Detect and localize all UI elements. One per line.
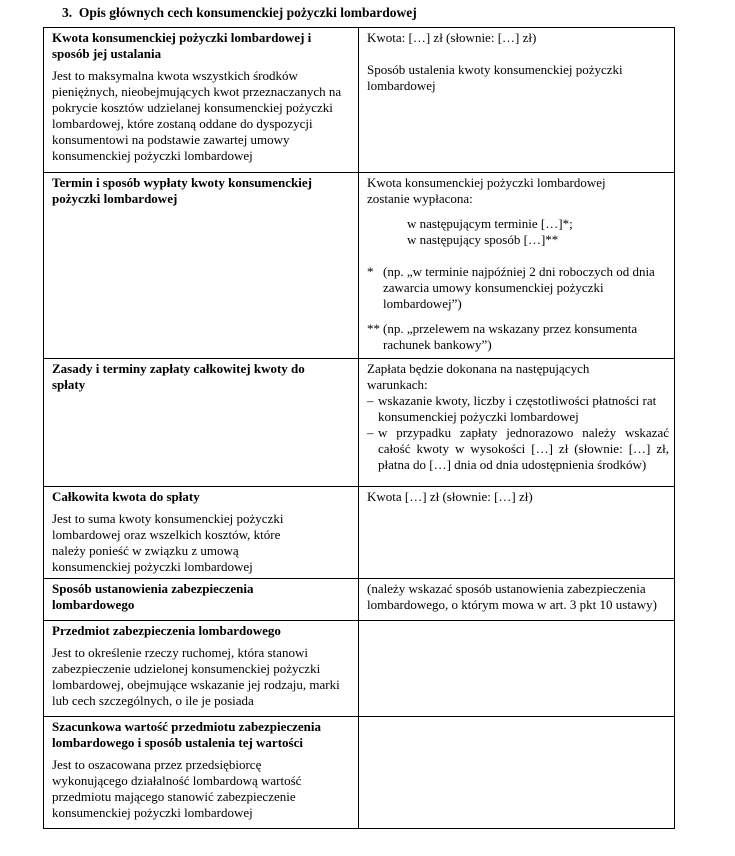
row-value-cell <box>359 28 675 173</box>
table-row <box>44 173 675 359</box>
table-row <box>44 717 675 829</box>
row-heading: Kwota konsumenckiej pożyczki lombardowej i sposób jej ustalania <box>52 30 312 61</box>
list-item <box>367 393 669 425</box>
table-row <box>44 487 675 579</box>
row-heading: Sposób ustanowienia zabezpieczenia lombardowego <box>52 581 254 612</box>
table-row <box>44 579 675 621</box>
dash-marker: – <box>367 393 374 408</box>
total-amount-value: Kwota […] zł (słownie: […] zł) <box>367 489 533 504</box>
footnote-text: (np. „przelewem na wskazany przez konsumenta rachunek bankowy”) <box>383 321 638 352</box>
collateral-method-value: (należy wskazać sposób ustanowienia zabezpieczenia lombardowego, o którym mowa w art. 3 pkt 10 ustawy) <box>367 581 657 612</box>
row-value-cell <box>359 621 675 717</box>
payout-term: w następującym terminie […]*; <box>407 216 573 231</box>
row-label-cell <box>44 717 359 829</box>
list-item <box>367 425 669 473</box>
row-value-cell <box>359 579 675 621</box>
row-value-cell <box>359 173 675 359</box>
footnote-mark: * <box>367 264 374 279</box>
row-description: Jest to suma kwoty konsumenckiej pożyczki lombardowej oraz wszelkich kosztów, które należy ponieść w związku z umową konsumenckiej pożyczki lombardowej <box>52 511 284 574</box>
row-value-cell <box>359 487 675 579</box>
row-label-cell <box>44 579 359 621</box>
row-heading: Przedmiot zabezpieczenia lombardowego <box>52 623 281 638</box>
method-value: Sposób ustalenia kwoty konsumenckiej pożyczki lombardowej <box>367 62 623 93</box>
row-label-cell <box>44 173 359 359</box>
payout-method: w następujący sposób […]** <box>407 232 559 247</box>
row-heading: Szacunkowa wartość przedmiotu zabezpieczenia lombardowego i sposób ustalenia tej wartości <box>52 719 321 750</box>
table-row <box>44 28 675 173</box>
footnote-text: (np. „w terminie najpóźniej 2 dni roboczych od dnia zawarcia umowy konsumenckiej pożyczki lombardowej”) <box>383 264 655 311</box>
section-title: 3. Opis głównych cech konsumenckiej pożyczki lombardowej <box>62 5 417 20</box>
footnote-2 <box>367 321 669 353</box>
row-label-cell <box>44 359 359 487</box>
row-heading: Zasady i terminy zapłaty całkowitej kwoty do spłaty <box>52 361 305 392</box>
row-description: Jest to określenie rzeczy ruchomej, która stanowi zabezpieczenie udzielonej konsumenckiej pożyczki lombardowej, obejmujące wskazanie jej rodzaju, marki lub cech szczególnych, o ile je posiada <box>52 645 340 708</box>
amount-value: Kwota: […] zł (słownie: […] zł) <box>367 30 537 45</box>
row-heading: Termin i sposób wypłaty kwoty konsumenckiej pożyczki lombardowej <box>52 175 312 206</box>
row-value-cell <box>359 359 675 487</box>
row-label-cell <box>44 487 359 579</box>
payment-intro: Zapłata będzie dokonana na następujących warunkach: <box>367 361 590 392</box>
payout-intro: Kwota konsumenckiej pożyczki lombardowej zostanie wypłacona: <box>367 175 606 206</box>
list-item-text: wskazanie kwoty, liczby i częstotliwości płatności rat konsumenckiej pożyczki lombardowej <box>378 393 657 424</box>
row-description: Jest to oszacowana przez przedsiębiorcę wykonującego działalność lombardową wartość przedmiotu mającego stanowić zabezpieczenie konsumenckiej pożyczki lombardowej <box>52 757 302 820</box>
row-label-cell <box>44 28 359 173</box>
dash-marker: – <box>367 425 374 440</box>
list-item-text: w przypadku zapłaty jednorazowo należy wskazać całość kwoty w wysokości […] zł (słownie: […] zł, płatna do […] dnia od dnia udostępnienia środków) <box>378 425 669 472</box>
row-value-cell <box>359 717 675 829</box>
footnote-1 <box>367 264 669 312</box>
row-label-cell <box>44 621 359 717</box>
row-heading: Całkowita kwota do spłaty <box>52 489 200 504</box>
table-row <box>44 621 675 717</box>
row-description: Jest to maksymalna kwota wszystkich środków pieniężnych, nieobejmujących kwot przeznaczanych na pokrycie kosztów udzielanej konsumenckiej pożyczki lombardowej, które zostaną oddane do dyspozycji konsumentowi na podstawie zawartej umowy konsumenckiej pożyczki lombardowej <box>52 68 342 163</box>
table-row <box>44 359 675 487</box>
footnote-mark: ** <box>367 321 380 336</box>
loan-features-table <box>43 27 675 829</box>
